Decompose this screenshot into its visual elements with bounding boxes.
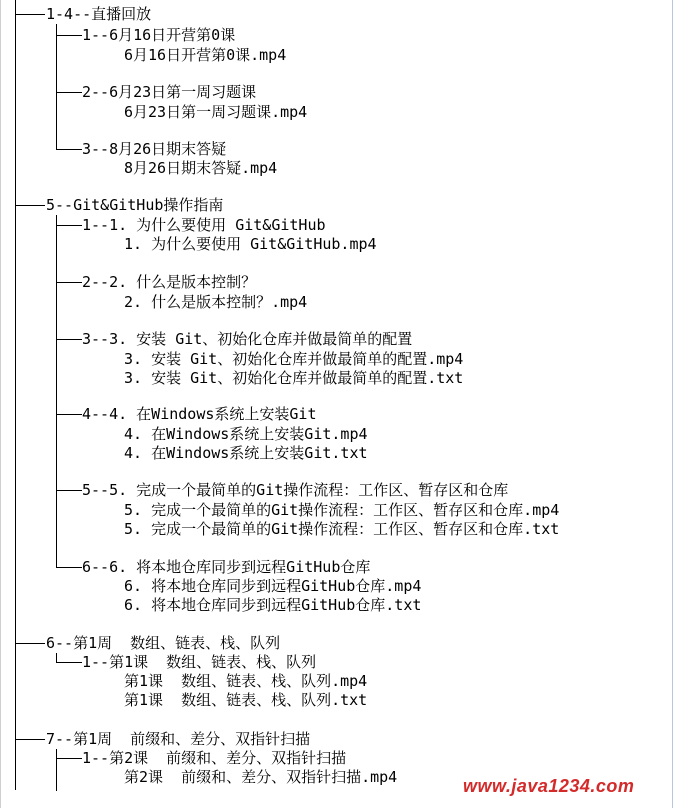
tree-branch-line bbox=[56, 414, 82, 415]
tree-branch-line bbox=[56, 339, 82, 340]
tree-folder[interactable]: 5--Git&GitHub操作指南 bbox=[46, 196, 224, 214]
tree-file[interactable]: 6月16日开营第0课.mp4 bbox=[124, 46, 287, 64]
tree-branch-line bbox=[56, 282, 82, 283]
tree-file[interactable]: 1. 为什么要使用 Git&GitHub.mp4 bbox=[124, 235, 377, 253]
tree-subfolder[interactable]: 1--6月16日开营第0课 bbox=[82, 26, 236, 44]
tree-subfolder[interactable]: 6--6. 将本地仓库同步到远程GitHub仓库 bbox=[82, 558, 371, 576]
tree-subfolder[interactable]: 1--1. 为什么要使用 Git&GitHub bbox=[82, 216, 326, 234]
tree-file[interactable]: 3. 安装 Git、初始化仓库并做最简单的配置.txt bbox=[124, 369, 464, 387]
tree-sub-trunk-line bbox=[56, 24, 57, 150]
tree-file[interactable]: 6. 将本地仓库同步到远程GitHub仓库.mp4 bbox=[124, 577, 422, 595]
tree-file[interactable]: 6. 将本地仓库同步到远程GitHub仓库.txt bbox=[124, 596, 422, 614]
tree-file[interactable]: 8月26日期末答疑.mp4 bbox=[124, 159, 278, 177]
tree-branch-line bbox=[56, 758, 82, 759]
tree-folder[interactable]: 6--第1周 数组、链表、栈、队列 bbox=[46, 634, 281, 652]
tree-branch-line bbox=[56, 662, 82, 663]
tree-branch-line bbox=[56, 567, 82, 568]
tree-branch-line bbox=[15, 205, 45, 206]
tree-trunk-line bbox=[15, 0, 16, 790]
tree-file[interactable]: 6月23日第一周习题课.mp4 bbox=[124, 103, 308, 121]
tree-subfolder[interactable]: 2--2. 什么是版本控制？ bbox=[82, 273, 257, 291]
tree-branch-line bbox=[56, 490, 82, 491]
tree-sub-trunk-line bbox=[56, 653, 57, 663]
tree-subfolder[interactable]: 5--5. 完成一个最简单的Git操作流程：工作区、暂存区和仓库 bbox=[82, 481, 509, 499]
tree-branch-line bbox=[56, 92, 82, 93]
tree-file[interactable]: 5. 完成一个最简单的Git操作流程：工作区、暂存区和仓库.mp4 bbox=[124, 501, 560, 519]
tree-subfolder[interactable]: 3--3. 安装 Git、初始化仓库并做最简单的配置 bbox=[82, 330, 413, 348]
tree-folder[interactable]: 7--第1周 前缀和、差分、双指针扫描 bbox=[46, 730, 311, 748]
tree-branch-line bbox=[15, 739, 45, 740]
tree-subfolder[interactable]: 4--4. 在Windows系统上安装Git bbox=[82, 405, 317, 423]
tree-file[interactable]: 第1课 数组、链表、栈、队列.mp4 bbox=[124, 672, 368, 690]
tree-sub-trunk-line bbox=[56, 215, 57, 568]
tree-sub-trunk-line bbox=[56, 749, 57, 791]
tree-branch-line bbox=[15, 14, 45, 15]
tree-subfolder[interactable]: 3--8月26日期末答疑 bbox=[82, 140, 227, 158]
tree-file[interactable]: 第1课 数组、链表、栈、队列.txt bbox=[124, 691, 368, 709]
tree-folder[interactable]: 1-4--直播回放 bbox=[46, 5, 152, 23]
tree-branch-line bbox=[56, 149, 82, 150]
tree-file[interactable]: 第2课 前缀和、差分、双指针扫描.mp4 bbox=[124, 768, 398, 786]
tree-file[interactable]: 2. 什么是版本控制？.mp4 bbox=[124, 293, 308, 311]
tree-branch-line bbox=[56, 225, 82, 226]
tree-branch-line bbox=[15, 643, 45, 644]
tree-file[interactable]: 4. 在Windows系统上安装Git.txt bbox=[124, 444, 368, 462]
frame-border-left bbox=[0, 0, 1, 808]
tree-file[interactable]: 5. 完成一个最简单的Git操作流程：工作区、暂存区和仓库.txt bbox=[124, 520, 560, 538]
tree-subfolder[interactable]: 1--第2课 前缀和、差分、双指针扫描 bbox=[82, 749, 347, 767]
tree-branch-line bbox=[56, 35, 82, 36]
tree-subfolder[interactable]: 2--6月23日第一周习题课 bbox=[82, 83, 257, 101]
tree-subfolder[interactable]: 1--第1课 数组、链表、栈、队列 bbox=[82, 653, 317, 671]
tree-file[interactable]: 4. 在Windows系统上安装Git.mp4 bbox=[124, 425, 368, 443]
watermark-text: www.java1234.com bbox=[463, 776, 635, 796]
tree-file[interactable]: 3. 安装 Git、初始化仓库并做最简单的配置.mp4 bbox=[124, 350, 464, 368]
